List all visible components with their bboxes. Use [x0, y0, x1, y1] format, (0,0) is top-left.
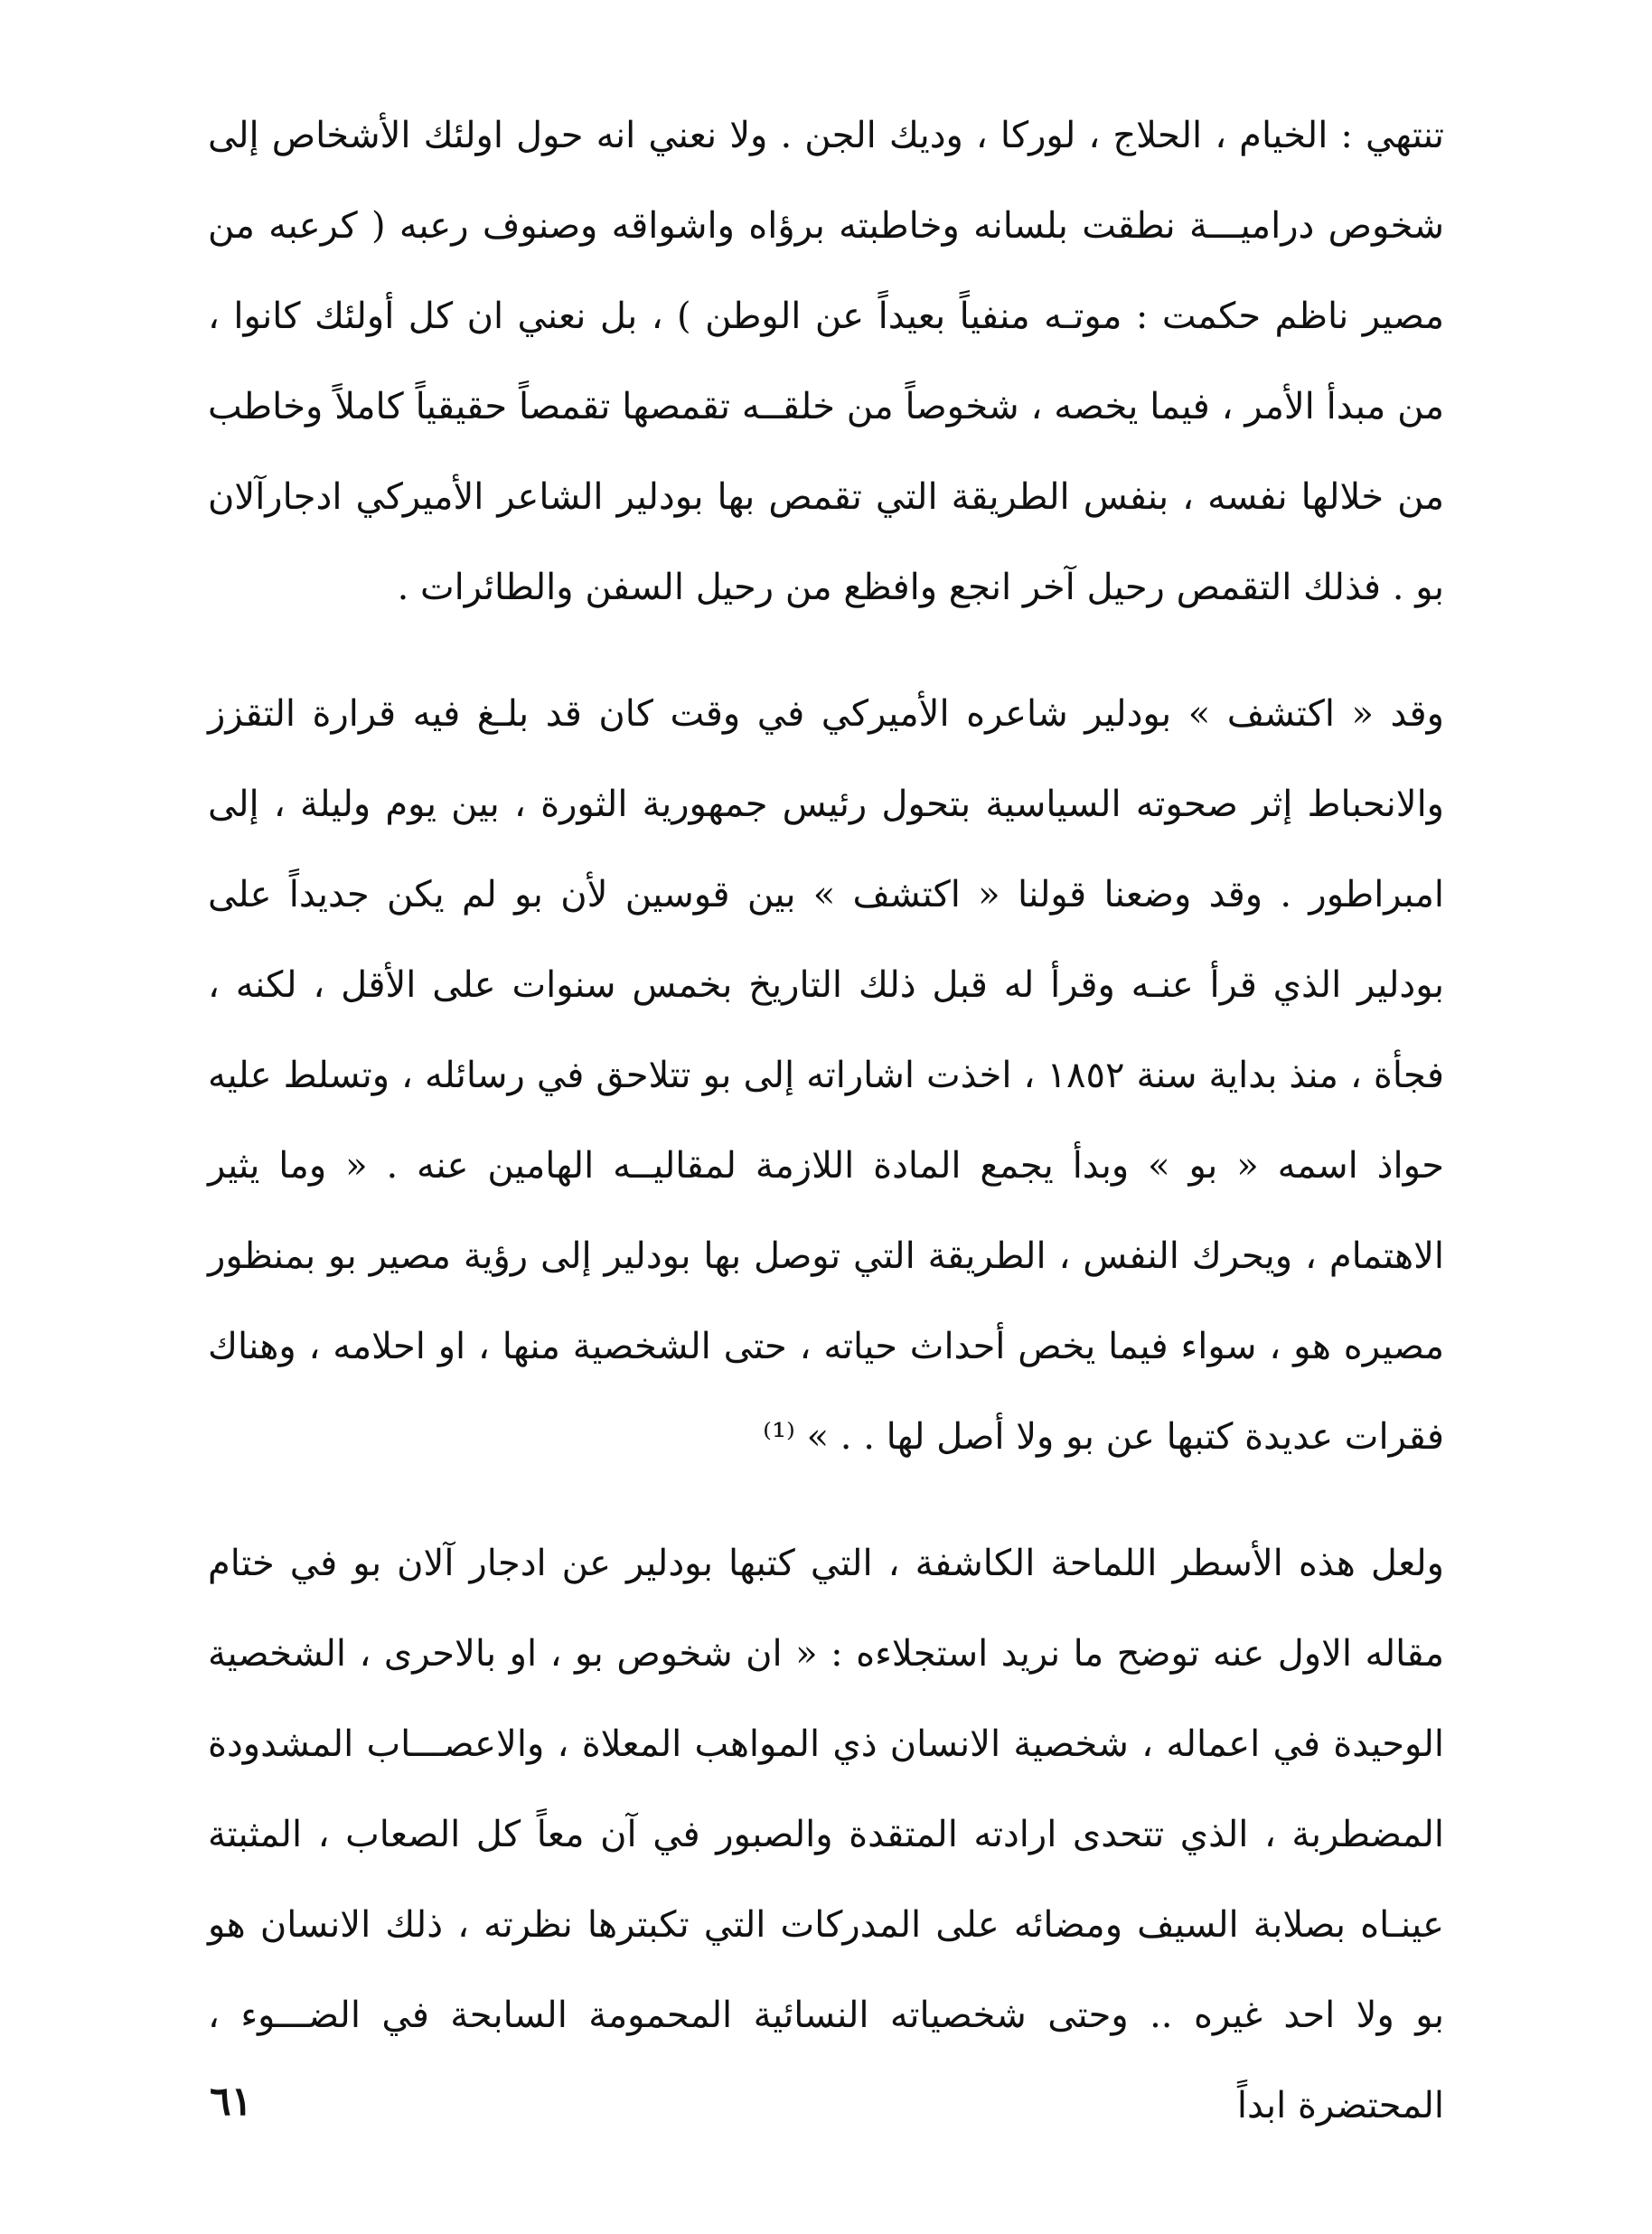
paragraph-2: وقد « اكتشف » بودلير شاعره الأميركي في وقت كان قد بلـغ فيه قرارة التقزز والانحباط إثر صحوته السياسية بتحول رئيس جمهورية الثورة ، بين يوم وليلة ، إلى امبراطور . وقد وضعنا قولنا « اكتشف » بين قوسين لأن بو لم يكن جديداً على بودلير الذي قرأ عنـه وقرأ له قبل ذلك التاريخ بخمس سنوات على الأقل ، لكنه ، فجأة ، منذ بداية سنة ١٨٥٢ ، اخذت اشاراته إلى بو تتلاحق في رسائله ، وتسلط عليه حواذ اسمه « بو » وبدأ يجمع المادة اللازمة لمقاليــه الهامين عنه . « وما يثير الاهتمام ، ويحرك النفس ، الطريقة التي توصل بها بودلير إلى رؤية مصير بو بمنظور مصيره هو ، سواء فيما يخص أحداث حياته ، حتى الشخصية منها ، او احلامه ، وهناك فقرات عديدة كتبها عن بو ولا أصل لها . . » ⁽¹⁾ — [208, 693, 1445, 1458]
paragraph-1: تنتهي : الخيام ، الحلاج ، لوركا ، وديك الجن . ولا نعني انه حول اولئك الأشخاص إلى شخوص دراميـــة نطقت بلسانه وخاطبته برؤاه واشواقه وصنوف رعبه ( كرعبه من مصير ناظم حكمت : موتـه منفياً بعيداً عن الوطن ) ، بل نعني ان كل أولئك كانوا ، من مبدأ الأمر ، فيما يخصه ، شخوصاً من خلقــه تقمصها تقمصاً حقيقياً كاملاً وخاطب من خلالها نفسه ، بنفس الطريقة التي تقمص بها بودلير الشاعر الأميركي ادجارآلان بو . فذلك التقمص رحيل آخر انجع وافظع من رحيل السفن والطائرات . — [208, 115, 1444, 608]
page-number: ٦١ — [210, 2079, 253, 2125]
paragraph-3: ولعل هذه الأسطر اللماحة الكاشفة ، التي كتبها بودلير عن ادجار آلان بو في ختام مقاله الاول عنه توضح ما نريد استجلاءه : « ان شخوص بو ، او بالاحرى ، الشخصية الوحيدة في اعماله ، شخصية الانسان ذي المواهب المعلاة ، والاعصـــاب المشدودة المضطربة ، الذي تتحدى ارادته المتقدة والصبور في آن معاً كل الصعاب ، المثبتة عينـاه بصلابة السيف ومضائه على المدركات التي تكبترها نظرته ، ذلك الانسان هو بو ولا احد غيره .. وحتى شخصياته النسائية المحمومة السابحة في الضـــوء ، المحتضرة ابداً — [208, 1543, 1445, 2126]
body-text — [208, 90, 1444, 2151]
